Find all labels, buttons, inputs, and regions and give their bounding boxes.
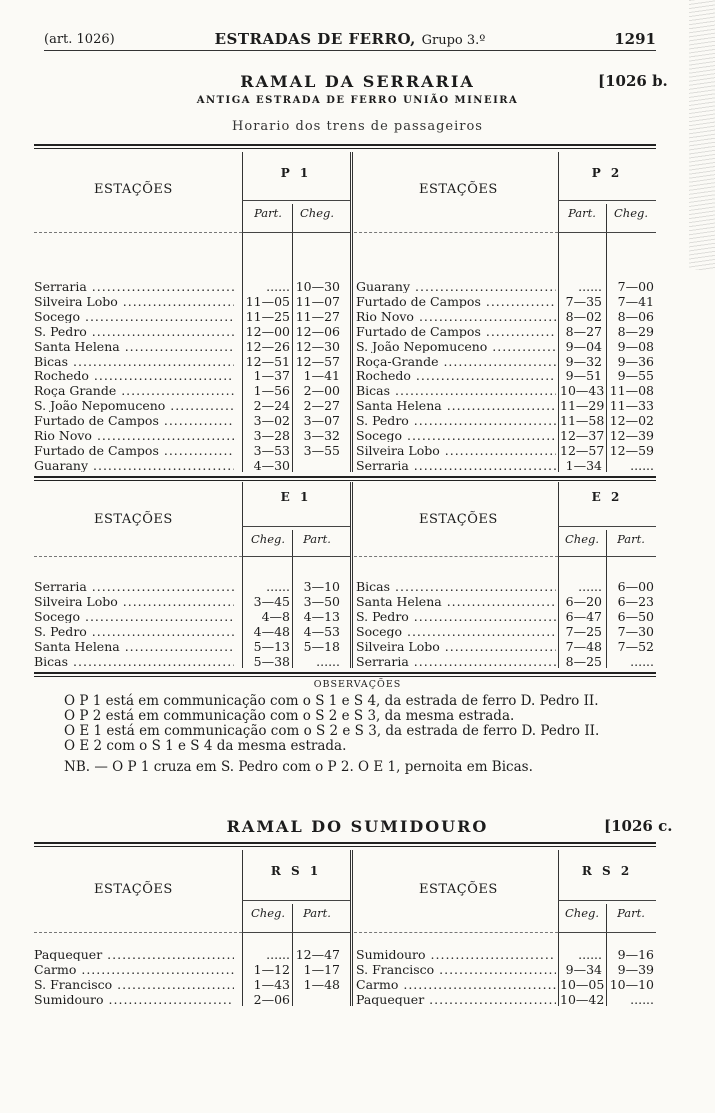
station-name: Rio Novo ..... xyxy=(34,429,234,442)
train-header-rule xyxy=(242,200,350,201)
station-name: S. Pedro ..... xyxy=(356,610,556,623)
time-cell: 5—38 xyxy=(253,653,290,669)
station-name: Rio Novo ..... xyxy=(356,310,556,323)
subheader-left-b: Part. xyxy=(303,906,331,920)
train-header-rule xyxy=(242,900,350,901)
train-header-rule xyxy=(558,526,656,527)
time-cell: 3—32 xyxy=(303,428,340,443)
estacoes-header-right: ESTAÇÕES xyxy=(419,882,498,897)
station-name: Socego ..... xyxy=(356,625,556,638)
time-cell: 12—59 xyxy=(609,442,654,458)
station-name: Santa Helena ..... xyxy=(34,640,234,653)
column-divider-double xyxy=(350,482,353,668)
time-cell: 4—53 xyxy=(303,623,340,639)
time-cell: ...... xyxy=(578,579,602,594)
station-name: Furtado de Campos ..... xyxy=(34,414,234,427)
time-cell: 12—26 xyxy=(245,338,290,354)
observation-line-1: O P 1 está em communicação com o S 1 e S 4, da estrada de ferro D. Pedro II. xyxy=(64,693,599,709)
time-cell: 12—51 xyxy=(245,353,290,369)
header-title-text: ESTRADAS DE FERRO, xyxy=(214,30,416,48)
station-name: Sumidouro ..... xyxy=(356,948,556,961)
time-cell: 8—25 xyxy=(565,653,602,669)
estacoes-header-left: ESTAÇÕES xyxy=(94,182,173,197)
observation-line-4: O E 2 com o S 1 e S 4 da mesma estrada. xyxy=(64,738,347,754)
time-cell: 7—00 xyxy=(617,279,654,294)
section-code-serraria: [1026 b. xyxy=(598,72,668,90)
time-cell: 1—43 xyxy=(253,976,290,992)
page-number: 1291 xyxy=(614,30,656,48)
station-name: Rochedo ..... xyxy=(34,369,234,382)
time-cell: 1—37 xyxy=(253,368,290,384)
time-cell: 12—00 xyxy=(245,323,290,339)
column-divider xyxy=(242,482,243,668)
station-name: Serraria ..... xyxy=(356,459,556,472)
station-name: Guarany ..... xyxy=(34,459,234,472)
table-bottom-rule xyxy=(34,672,656,674)
subheader-left-a: Cheg. xyxy=(250,906,286,920)
station-name: Bicas ..... xyxy=(356,580,556,593)
time-cell: 3—07 xyxy=(303,413,340,429)
time-cell: 5—13 xyxy=(253,638,290,654)
station-name: Sumidouro ..... xyxy=(34,993,234,1006)
time-cell: ...... xyxy=(630,991,654,1007)
train-header-rule xyxy=(558,200,656,201)
estacoes-header-right: ESTAÇÕES xyxy=(419,182,498,197)
time-cell: 6—23 xyxy=(617,593,654,609)
time-cell: 4—48 xyxy=(253,623,290,639)
time-cell: 2—00 xyxy=(303,383,340,399)
time-cell: 3—53 xyxy=(253,442,290,458)
header-bottom-rule xyxy=(558,932,656,933)
time-cell: 12—57 xyxy=(295,353,340,369)
time-cell: 11—08 xyxy=(609,383,654,399)
time-cell: 4—13 xyxy=(303,608,340,624)
table-top-rule xyxy=(34,144,656,146)
time-cell: 11—27 xyxy=(295,308,340,324)
time-cell: 6—50 xyxy=(617,608,654,624)
time-cell: 9—34 xyxy=(565,961,602,977)
section-title-sumidouro: RAMAL DO SUMIDOURO xyxy=(226,817,489,836)
station-name: Santa Helena ..... xyxy=(356,399,556,412)
time-cell: 10—10 xyxy=(609,976,654,992)
time-cell: 3—10 xyxy=(303,579,340,594)
section-code-sumidouro: [1026 c. xyxy=(604,817,673,835)
time-cell: 11—07 xyxy=(295,293,340,309)
time-cell: 12—02 xyxy=(609,413,654,429)
time-cell: 3—50 xyxy=(303,593,340,609)
time-cell: 9—55 xyxy=(617,368,654,384)
time-cell: 7—35 xyxy=(565,293,602,309)
subheader-left-a: Part. xyxy=(254,206,282,220)
train-header-left: P 1 xyxy=(280,166,312,180)
subheader-right-a: Cheg. xyxy=(564,532,600,546)
time-cell: 9—08 xyxy=(617,338,654,354)
table-bottom-rule-2 xyxy=(34,676,656,677)
time-cell: 7—30 xyxy=(617,623,654,639)
time-cell: 8—02 xyxy=(565,308,602,324)
time-cell: 9—39 xyxy=(617,961,654,977)
time-cell: 12—39 xyxy=(609,428,654,443)
subheader-right-a: Part. xyxy=(568,206,596,220)
train-header-rule xyxy=(558,900,656,901)
section-subtitle: ANTIGA ESTRADA DE FERRO UNIÃO MINEIRA xyxy=(196,95,519,106)
time-cell: 11—29 xyxy=(560,398,605,414)
time-cell: ...... xyxy=(266,579,290,594)
header-bottom-rule xyxy=(34,232,242,233)
train-header-right: R S 2 xyxy=(581,864,633,878)
subheader-right-b: Part. xyxy=(617,906,645,920)
station-name: S. Pedro ..... xyxy=(34,625,234,638)
running-header xyxy=(44,30,656,51)
time-cell: 4—30 xyxy=(253,457,290,473)
time-cell: 9—16 xyxy=(617,947,654,962)
time-cell: 12—06 xyxy=(295,323,340,339)
time-cell: ...... xyxy=(578,947,602,962)
time-cell: ...... xyxy=(630,457,654,473)
time-cell: 6—20 xyxy=(565,593,602,609)
header-bottom-rule xyxy=(242,556,350,557)
station-name: Silveira Lobo ..... xyxy=(34,295,234,308)
time-cell: 2—24 xyxy=(253,398,290,414)
station-name: Bicas ..... xyxy=(356,384,556,397)
time-cell: 10—43 xyxy=(560,383,605,399)
subheader-right-a: Cheg. xyxy=(564,906,600,920)
time-cell: 6—47 xyxy=(565,608,602,624)
time-cell: 2—06 xyxy=(253,991,290,1007)
time-cell: 1—17 xyxy=(303,961,340,977)
observation-line-3: O E 1 está em communicação com o S 2 e S 3, da estrada de ferro D. Pedro II. xyxy=(64,723,600,739)
header-group: Grupo 3.º xyxy=(421,33,486,48)
time-cell: 9—04 xyxy=(565,338,602,354)
column-divider xyxy=(606,530,607,668)
time-cell: 1—12 xyxy=(253,961,290,977)
station-name: S. Pedro ..... xyxy=(34,325,234,338)
time-cell: 7—25 xyxy=(565,623,602,639)
station-name: Bicas ..... xyxy=(34,355,234,368)
subheader-right-b: Cheg. xyxy=(613,206,649,220)
estacoes-header-right: ESTAÇÕES xyxy=(419,512,498,527)
station-name: Silveira Lobo ..... xyxy=(356,444,556,457)
header-bottom-rule xyxy=(354,232,558,233)
station-name: Guarany ..... xyxy=(356,280,556,293)
time-cell: 11—33 xyxy=(609,398,654,414)
station-name: Socego ..... xyxy=(356,429,556,442)
observation-nb: NB. — O P 1 cruza em S. Pedro com o P 2. O E 1, pernoita em Bicas. xyxy=(64,759,533,775)
station-name: Serraria ..... xyxy=(34,580,234,593)
station-name: Rochedo ..... xyxy=(356,369,556,382)
time-cell: 9—32 xyxy=(565,353,602,369)
time-cell: 10—05 xyxy=(560,976,605,992)
observations-heading: OBSERVAÇÕES xyxy=(313,679,402,690)
estacoes-header-left: ESTAÇÕES xyxy=(94,882,173,897)
time-cell: 8—06 xyxy=(617,308,654,324)
time-cell: 1—56 xyxy=(253,383,290,399)
time-cell: 3—02 xyxy=(253,413,290,429)
column-divider xyxy=(606,904,607,1006)
observations xyxy=(0,679,715,775)
station-name: Paquequer ..... xyxy=(34,948,234,961)
header-bottom-rule xyxy=(242,932,350,933)
time-cell: 2—27 xyxy=(303,398,340,414)
header-bottom-rule xyxy=(558,556,656,557)
station-name: Socego ..... xyxy=(34,310,234,323)
time-cell: 10—30 xyxy=(295,279,340,294)
column-divider xyxy=(292,530,293,668)
time-cell: 12—57 xyxy=(560,442,605,458)
page-edge xyxy=(689,0,715,270)
time-cell: 11—58 xyxy=(560,413,605,429)
station-name: S. João Nepomuceno ..... xyxy=(34,399,234,412)
time-cell: ...... xyxy=(266,947,290,962)
table-p xyxy=(34,144,656,478)
train-header-rule xyxy=(242,526,350,527)
table-rs xyxy=(34,842,656,1012)
time-cell: 1—48 xyxy=(303,976,340,992)
time-cell: 3—55 xyxy=(303,442,340,458)
estacoes-header-left: ESTAÇÕES xyxy=(94,512,173,527)
column-divider xyxy=(292,204,293,472)
header-bottom-rule xyxy=(354,932,558,933)
column-divider-double xyxy=(350,850,353,1006)
subheader-left-a: Cheg. xyxy=(250,532,286,546)
station-name: Furtado de Campos ..... xyxy=(34,444,234,457)
column-divider xyxy=(292,904,293,1006)
table-e xyxy=(34,478,656,674)
time-cell: 3—45 xyxy=(253,593,290,609)
train-header-left: R S 1 xyxy=(270,864,322,878)
header-bottom-rule xyxy=(242,232,350,233)
time-cell: 8—27 xyxy=(565,323,602,339)
time-cell: 9—36 xyxy=(617,353,654,369)
table-top-rule-2 xyxy=(34,148,656,149)
section-subtitle-2: Horario dos trens de passageiros xyxy=(232,119,483,134)
time-cell: 7—48 xyxy=(565,638,602,654)
article-ref: (art. 1026) xyxy=(44,32,115,47)
station-name: S. Francisco ..... xyxy=(34,978,234,991)
train-header-right: E 2 xyxy=(591,490,623,504)
time-cell: 7—52 xyxy=(617,638,654,654)
station-name: S. Pedro ..... xyxy=(356,414,556,427)
time-cell: ...... xyxy=(266,279,290,294)
station-name: Santa Helena ..... xyxy=(356,595,556,608)
time-cell: 7—41 xyxy=(617,293,654,309)
train-header-left: E 1 xyxy=(280,490,312,504)
section-title-serraria: RAMAL DA SERRARIA xyxy=(240,72,475,91)
subheader-right-b: Part. xyxy=(617,532,645,546)
time-cell: 11—05 xyxy=(245,293,290,309)
column-divider xyxy=(606,204,607,472)
time-cell: 8—29 xyxy=(617,323,654,339)
station-name: S. João Nepomuceno ..... xyxy=(356,340,556,353)
station-name: Socego ..... xyxy=(34,610,234,623)
station-name: Serraria ..... xyxy=(34,280,234,293)
station-name: Silveira Lobo ..... xyxy=(356,640,556,653)
header-bottom-rule xyxy=(558,232,656,233)
header-bottom-rule xyxy=(34,556,242,557)
station-name: Serraria ..... xyxy=(356,655,556,668)
observation-line-2: O P 2 está em communicação com o S 2 e S 3, da mesma estrada. xyxy=(64,708,515,724)
column-divider xyxy=(558,482,559,668)
header-bottom-rule xyxy=(34,932,242,933)
time-cell: 6—00 xyxy=(617,579,654,594)
station-name: Carmo ..... xyxy=(34,963,234,976)
time-cell: 12—47 xyxy=(295,947,340,962)
table-top-rule xyxy=(34,842,656,844)
header-bottom-rule xyxy=(354,556,558,557)
time-cell: 1—34 xyxy=(565,457,602,473)
station-name: Furtado de Campos ..... xyxy=(356,325,556,338)
station-name: Carmo ..... xyxy=(356,978,556,991)
time-cell: 4—8 xyxy=(261,608,290,624)
time-cell: 11—25 xyxy=(245,308,290,324)
station-name: Silveira Lobo ..... xyxy=(34,595,234,608)
time-cell: 12—30 xyxy=(295,338,340,354)
subheader-left-b: Cheg. xyxy=(299,206,335,220)
station-name: S. Francisco ..... xyxy=(356,963,556,976)
subheader-left-b: Part. xyxy=(303,532,331,546)
column-divider-double xyxy=(350,152,353,472)
station-name: Roça Grande ..... xyxy=(34,384,234,397)
station-name: Furtado de Campos ..... xyxy=(356,295,556,308)
time-cell: 1—41 xyxy=(303,368,340,384)
time-cell: ...... xyxy=(578,279,602,294)
station-name: Bicas ..... xyxy=(34,655,234,668)
time-cell: ...... xyxy=(316,653,340,669)
time-cell: 10—42 xyxy=(560,991,605,1007)
station-name: Roça-Grande ..... xyxy=(356,355,556,368)
station-name: Santa Helena ..... xyxy=(34,340,234,353)
table-top-rule-2 xyxy=(34,846,656,847)
train-header-right: P 2 xyxy=(591,166,623,180)
time-cell: 12—37 xyxy=(560,428,605,443)
time-cell: 3—28 xyxy=(253,428,290,443)
station-name: Paquequer ..... xyxy=(356,993,556,1006)
time-cell: 9—51 xyxy=(565,368,602,384)
time-cell: 5—18 xyxy=(303,638,340,654)
time-cell: ...... xyxy=(630,653,654,669)
header-title xyxy=(44,30,656,48)
